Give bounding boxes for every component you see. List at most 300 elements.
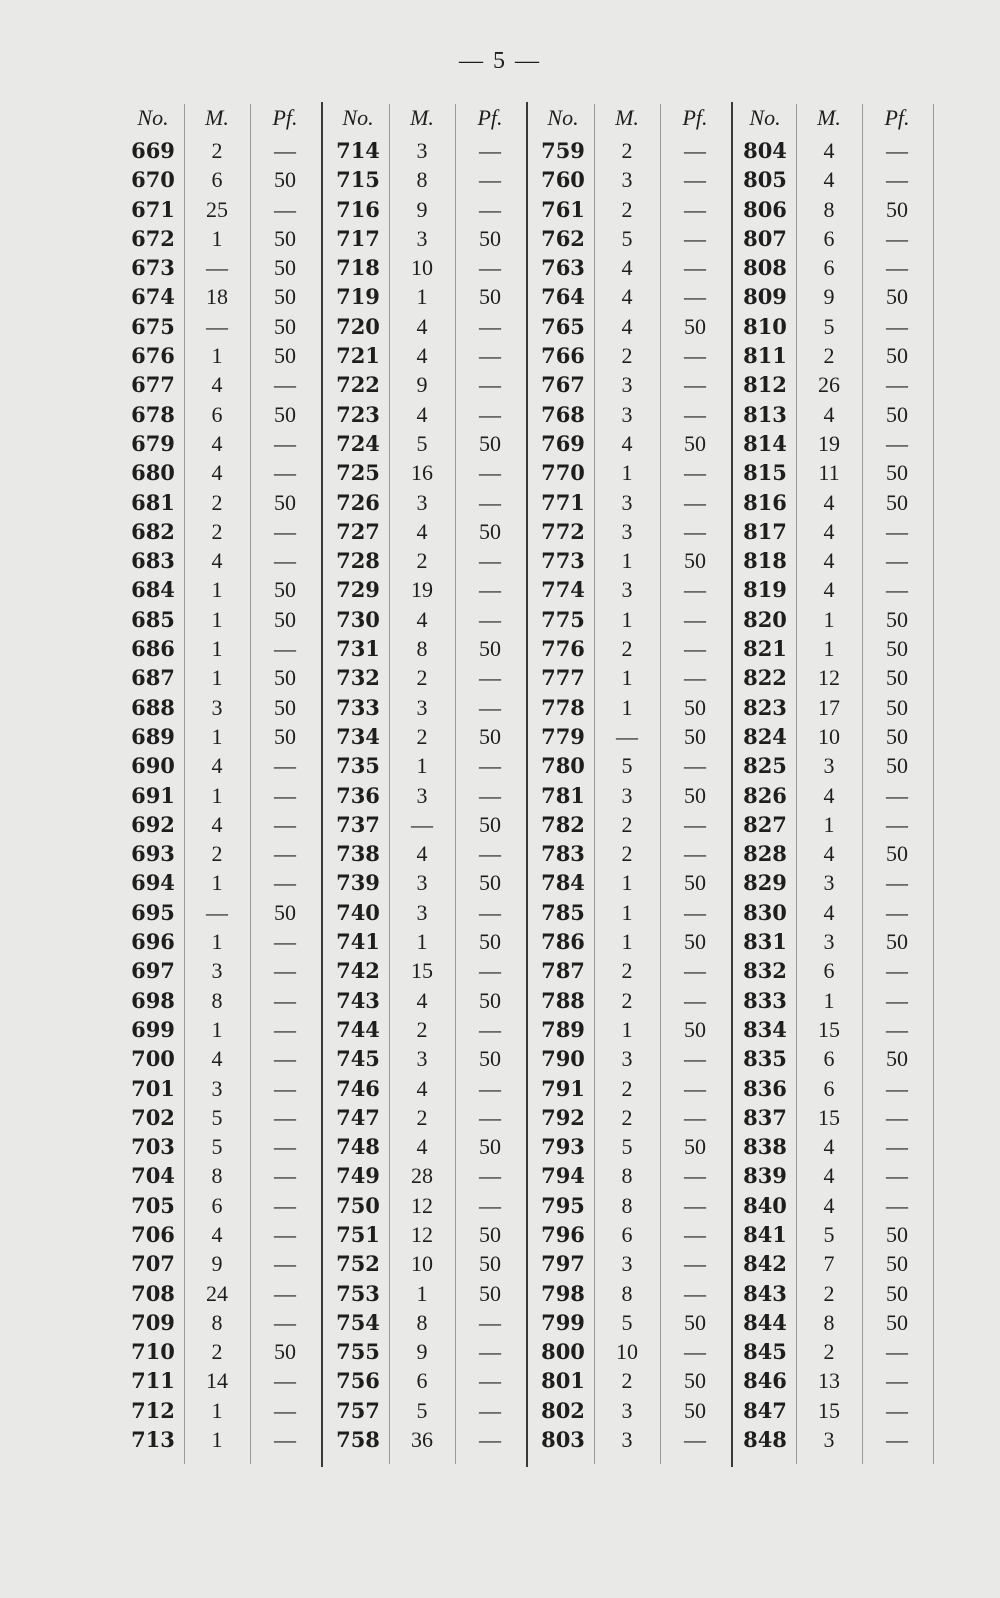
cell-pf: — [886,811,908,837]
cell-pf: — [274,958,296,984]
cell-pf: — [479,782,501,808]
cell-pf: — [886,782,908,808]
cell-no: 835 [743,1046,787,1072]
cell-m: 1 [416,929,428,955]
cell-pf: 50 [479,1221,501,1247]
cell-no: 765 [541,313,585,339]
header-no: No. [749,105,781,130]
cell-m: 5 [211,1104,223,1130]
cell-no: 776 [541,636,585,662]
cell-pf: — [684,753,706,779]
cell-no: 764 [541,284,585,310]
cell-no: 717 [336,225,380,251]
table-row [124,341,324,370]
cell-m: 1 [621,665,633,691]
cell-no: 837 [743,1104,787,1130]
cell-m: 4 [211,548,223,574]
cell-pf: — [274,753,296,779]
cell-m: 4 [211,811,223,837]
cell-pf: 50 [479,518,501,544]
cell-no: 821 [743,636,787,662]
cell-m: 1 [621,606,633,632]
cell-no: 755 [336,1339,380,1365]
table-row [329,1074,529,1103]
cell-pf: — [684,841,706,867]
cell-no: 845 [743,1339,787,1365]
cell-no: 818 [743,548,787,574]
cell-no: 773 [541,548,585,574]
cell-pf: — [274,1016,296,1042]
cell-pf: — [684,958,706,984]
cell-pf: 50 [684,1309,706,1335]
table-row [736,488,936,517]
cell-m: 4 [823,138,835,163]
table-row [124,1191,324,1220]
table-row [124,488,324,517]
table-row [736,282,936,311]
cell-no: 770 [541,460,585,486]
cell-m: 4 [823,401,835,427]
cell-no: 684 [131,577,175,603]
table-row [329,1249,529,1278]
cell-m: 5 [823,1221,835,1247]
table-row [534,282,734,311]
cell-pf: 50 [479,987,501,1013]
table-row [736,136,936,165]
header-m: M. [410,105,434,130]
table-row [329,1220,529,1249]
cell-m: 8 [621,1163,633,1189]
cell-no: 816 [743,489,787,515]
table-row [534,927,734,956]
cell-pf: — [684,1075,706,1101]
cell-pf: — [684,343,706,369]
cell-m: 16 [411,460,433,486]
cell-m: 1 [621,870,633,896]
cell-m: 9 [416,196,428,222]
cell-pf: — [684,196,706,222]
cell-pf: — [886,1075,908,1101]
cell-m: 3 [416,899,428,925]
cell-pf: — [886,1134,908,1160]
table-row [736,1191,936,1220]
cell-m: 15 [411,958,433,984]
cell-no: 703 [131,1134,175,1160]
cell-pf: 50 [479,430,501,456]
table-row [124,781,324,810]
cell-m: 3 [621,1046,633,1072]
cell-m: 3 [621,1251,633,1277]
cell-no: 709 [131,1309,175,1335]
cell-no: 696 [131,929,175,955]
cell-m: 3 [621,1397,633,1423]
cell-no: 831 [743,929,787,955]
cell-pf: — [274,841,296,867]
cell-no: 706 [131,1221,175,1247]
cell-pf: — [479,1075,501,1101]
header-m: M. [205,105,229,130]
cell-pf: — [684,665,706,691]
table-row [534,1132,734,1161]
table-row [329,1366,529,1395]
table-row [736,517,936,546]
cell-no: 848 [743,1427,787,1453]
cell-no: 811 [743,343,787,369]
table-row [124,751,324,780]
cell-m: 1 [416,1280,428,1306]
cell-m: 12 [818,665,840,691]
cell-m: 2 [416,1016,428,1042]
cell-pf: 50 [886,1221,908,1247]
table-row [124,1366,324,1395]
cell-m: 1 [211,577,223,603]
table-row [124,1396,324,1425]
cell-pf: — [274,870,296,896]
cell-no: 788 [541,987,585,1013]
cell-no: 693 [131,841,175,867]
table-row [534,400,734,429]
cell-pf: 50 [886,665,908,691]
cell-pf: 50 [479,723,501,749]
table-row [329,488,529,517]
cell-no: 740 [336,899,380,925]
cell-pf: — [479,694,501,720]
cell-pf: 50 [684,1134,706,1160]
cell-m: 4 [416,841,428,867]
cell-pf: — [479,1397,501,1423]
cell-no: 680 [131,460,175,486]
table-row [736,1103,936,1132]
cell-no: 840 [743,1192,787,1218]
table-row [124,1249,324,1278]
table-row [329,1132,529,1161]
cell-no: 719 [336,284,380,310]
cell-m: — [206,899,228,925]
cell-pf: — [479,1016,501,1042]
cell-no: 671 [131,196,175,222]
cell-pf: — [274,372,296,398]
cell-m: 1 [211,1427,223,1453]
cell-m: 2 [621,138,633,163]
cell-pf: — [684,1280,706,1306]
cell-m: 4 [823,782,835,808]
cell-m: 2 [211,1339,223,1365]
cell-pf: — [479,401,501,427]
cell-no: 669 [131,138,175,163]
cell-m: 10 [411,1251,433,1277]
cell-no: 786 [541,929,585,955]
table-row [736,575,936,604]
table-row [736,1015,936,1044]
cell-pf: 50 [274,665,296,691]
table-row [534,546,734,575]
cell-no: 779 [541,723,585,749]
cell-m: 4 [823,1163,835,1189]
table-row [329,1161,529,1190]
table-row [736,1396,936,1425]
table-row [534,605,734,634]
cell-no: 778 [541,694,585,720]
cell-no: 795 [541,1192,585,1218]
cell-pf: — [886,313,908,339]
cell-m: 2 [416,1104,428,1130]
cell-no: 742 [336,958,380,984]
cell-no: 817 [743,518,787,544]
cell-pf: 50 [886,723,908,749]
cell-no: 716 [336,196,380,222]
table-row [534,722,734,751]
cell-m: 3 [416,138,428,163]
cell-no: 750 [336,1192,380,1218]
cell-no: 701 [131,1075,175,1101]
cell-pf: 50 [479,1046,501,1072]
cell-no: 733 [336,694,380,720]
cell-m: 2 [416,665,428,691]
table-row [534,634,734,663]
cell-m: 1 [211,665,223,691]
cell-pf: 50 [684,694,706,720]
cell-no: 715 [336,167,380,193]
cell-pf: — [274,1280,296,1306]
cell-no: 712 [131,1397,175,1423]
cell-no: 792 [541,1104,585,1130]
table-row [124,575,324,604]
cell-pf: — [479,1368,501,1394]
table-row [534,224,734,253]
cell-m: 3 [823,753,835,779]
cell-pf: 50 [274,694,296,720]
cell-m: 4 [211,372,223,398]
cell-pf: — [684,1427,706,1453]
cell-no: 746 [336,1075,380,1101]
cell-no: 825 [743,753,787,779]
cell-m: 4 [621,284,633,310]
cell-m: 2 [621,841,633,867]
cell-pf: 50 [274,167,296,193]
cell-m: 1 [823,987,835,1013]
table-row [736,927,936,956]
cell-m: 2 [621,1075,633,1101]
price-tables [124,100,924,1495]
cell-pf: — [886,870,908,896]
cell-m: 1 [211,606,223,632]
cell-no: 728 [336,548,380,574]
table-row [736,1044,936,1073]
cell-m: 5 [621,1134,633,1160]
cell-m: 4 [211,1046,223,1072]
table-row [534,1337,734,1366]
cell-no: 672 [131,225,175,251]
table-row [534,1103,734,1132]
cell-pf: — [479,577,501,603]
table-row [329,400,529,429]
cell-m: 8 [211,987,223,1013]
cell-m: — [206,255,228,281]
cell-no: 780 [541,753,585,779]
cell-no: 787 [541,958,585,984]
cell-no: 700 [131,1046,175,1072]
cell-pf: — [479,548,501,574]
table-row [736,195,936,224]
table-row [534,575,734,604]
table-row [736,458,936,487]
cell-pf: 50 [684,870,706,896]
cell-no: 801 [541,1368,585,1394]
table-row [534,839,734,868]
table-row [329,253,529,282]
cell-no: 800 [541,1339,585,1365]
cell-m: 5 [621,225,633,251]
table-row [329,751,529,780]
cell-m: 1 [211,723,223,749]
cell-m: 12 [411,1221,433,1247]
table-row [124,1132,324,1161]
cell-m: 1 [621,460,633,486]
table-row [736,986,936,1015]
table-row [534,1396,734,1425]
cell-pf: 50 [886,841,908,867]
cell-pf: 50 [274,577,296,603]
cell-pf: 50 [274,255,296,281]
table-row [736,722,936,751]
table-row [124,312,324,341]
cell-m: 4 [823,577,835,603]
cell-no: 707 [131,1251,175,1277]
cell-pf: — [479,255,501,281]
cell-m: 3 [416,489,428,515]
table-row [329,956,529,985]
table-row [329,1337,529,1366]
cell-pf: 50 [479,1280,501,1306]
cell-no: 692 [131,811,175,837]
cell-m: 3 [621,167,633,193]
cell-no: 745 [336,1046,380,1072]
cell-pf: — [886,548,908,574]
table-row [124,195,324,224]
table-row [736,1132,936,1161]
cell-no: 688 [131,694,175,720]
cell-pf: — [684,167,706,193]
cell-pf: — [886,430,908,456]
cell-no: 721 [336,343,380,369]
cell-pf: — [886,1339,908,1365]
table-row [124,165,324,194]
table-row [534,195,734,224]
cell-no: 824 [743,723,787,749]
table-row [534,341,734,370]
table-row [736,751,936,780]
cell-m: 8 [823,196,835,222]
cell-pf: 50 [479,1134,501,1160]
cell-pf: — [684,255,706,281]
cell-m: 4 [416,987,428,1013]
table-row [736,224,936,253]
cell-no: 749 [336,1163,380,1189]
cell-m: 9 [416,372,428,398]
cell-m: 24 [206,1280,228,1306]
cell-pf: — [886,225,908,251]
page-number: — 5 — [459,48,541,74]
cell-no: 760 [541,167,585,193]
cell-m: 1 [823,811,835,837]
cell-pf: — [684,1104,706,1130]
cell-pf: 50 [274,899,296,925]
table-row [329,1396,529,1425]
cell-pf: — [684,138,706,163]
cell-no: 827 [743,811,787,837]
cell-no: 751 [336,1221,380,1247]
table-row [534,165,734,194]
table-row [736,605,936,634]
cell-no: 747 [336,1104,380,1130]
cell-pf: — [684,1339,706,1365]
cell-pf: — [684,1046,706,1072]
cell-no: 734 [336,723,380,749]
cell-no: 832 [743,958,787,984]
table-row [124,663,324,692]
cell-m: 2 [621,1368,633,1394]
table-row [736,663,936,692]
cell-m: 3 [621,1427,633,1453]
cell-m: — [616,723,638,749]
cell-pf: — [274,782,296,808]
cell-pf: — [274,1309,296,1335]
cell-m: 6 [416,1368,428,1394]
cell-no: 686 [131,636,175,662]
table-row [534,810,734,839]
cell-no: 842 [743,1251,787,1277]
cell-no: 807 [743,225,787,251]
cell-no: 699 [131,1016,175,1042]
header-m: M. [615,105,639,130]
cell-no: 758 [336,1427,380,1453]
cell-pf: — [886,958,908,984]
cell-m: 4 [823,518,835,544]
cell-m: 3 [621,577,633,603]
cell-m: 2 [416,723,428,749]
cell-m: 3 [621,782,633,808]
cell-m: 4 [211,460,223,486]
table-row [124,927,324,956]
cell-pf: 50 [274,343,296,369]
cell-pf: 50 [886,1309,908,1335]
table-row [124,1074,324,1103]
cell-m: 9 [211,1251,223,1277]
cell-pf: — [479,1192,501,1218]
cell-m: 9 [416,1339,428,1365]
cell-pf: 50 [684,548,706,574]
cell-pf: — [886,255,908,281]
table-row [124,1103,324,1132]
cell-m: 18 [206,284,228,310]
cell-m: 3 [416,782,428,808]
cell-pf: 50 [886,1251,908,1277]
cell-no: 810 [743,313,787,339]
cell-no: 834 [743,1016,787,1042]
table-row [124,517,324,546]
table-row [124,1279,324,1308]
cell-no: 819 [743,577,787,603]
cell-no: 736 [336,782,380,808]
table-row [329,927,529,956]
cell-pf: 50 [274,606,296,632]
table-row [534,1044,734,1073]
cell-no: 768 [541,401,585,427]
table-row [534,1366,734,1395]
table-row [534,693,734,722]
cell-no: 789 [541,1016,585,1042]
table-row [124,693,324,722]
